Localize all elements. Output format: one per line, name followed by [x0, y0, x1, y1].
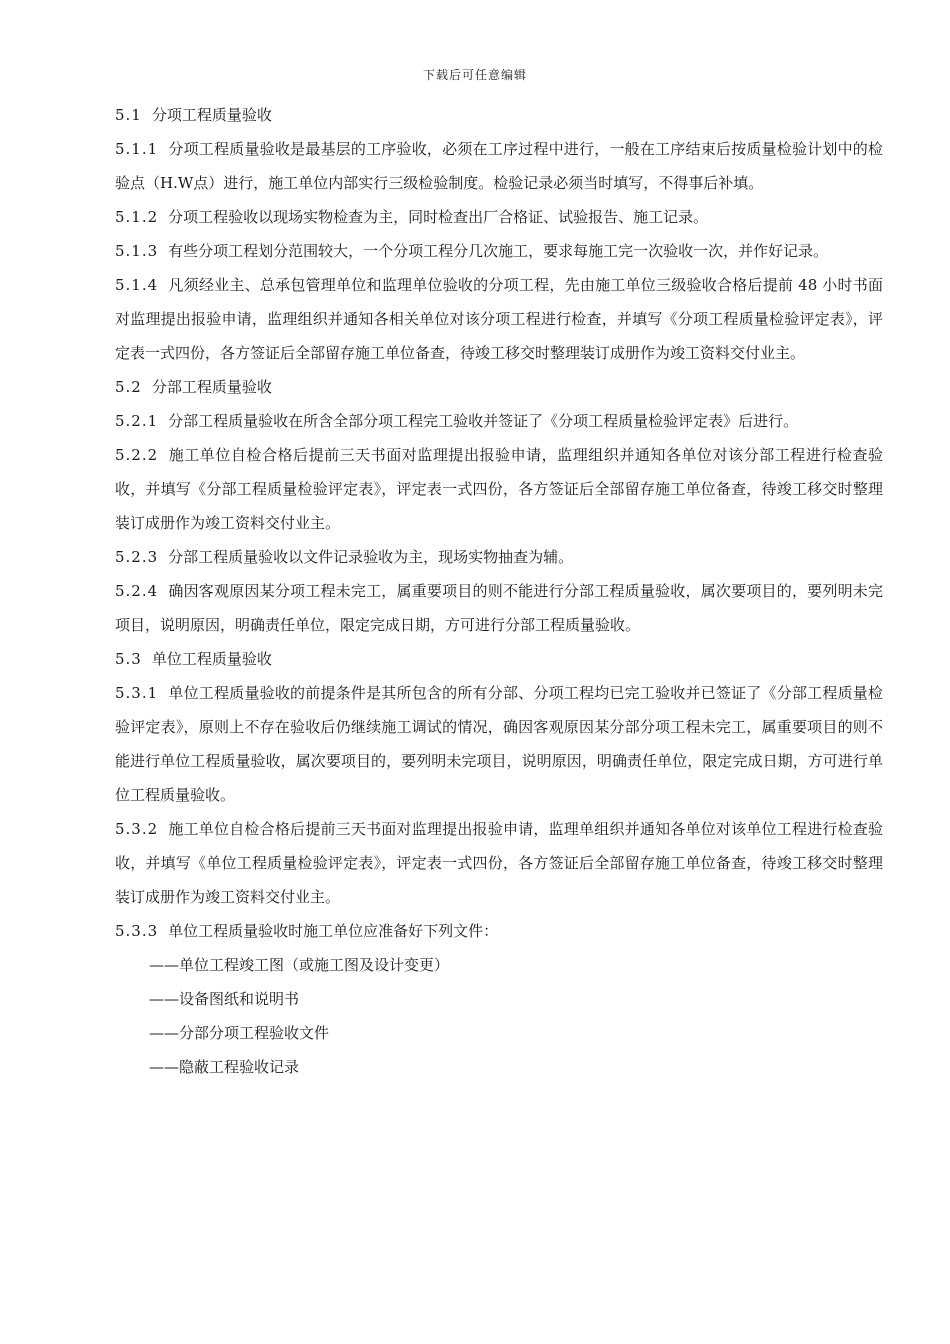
- clause-number: 5.2.2: [115, 446, 159, 464]
- clause-number: 5.1.2: [115, 208, 159, 226]
- header-note: 下载后可任意编辑: [422, 68, 527, 82]
- clause-text: 确因客观原因某分项工程未完工，属重要项目的则不能进行分部工程质量验收，属次要项目的，要列明未完项目，说明原因，明确责任单位，限定完成日期，方可进行分部工程质量验收。: [115, 582, 883, 634]
- clause-paragraph: [115, 404, 883, 438]
- clause-text: 有些分项工程划分范围较大，一个分项工程分几次施工，要求每施工完一次验收一次，并作好记录。: [168, 242, 829, 260]
- clause-number: 5.2.3: [115, 548, 159, 566]
- clause-paragraph: [115, 268, 883, 370]
- section-heading: [115, 370, 883, 404]
- section-number: 5.1: [115, 106, 142, 124]
- section-heading: [115, 642, 883, 676]
- clause-paragraph: [115, 438, 883, 540]
- section-text: 单位工程质量验收: [151, 650, 272, 668]
- clause-text: 分项工程质量验收是最基层的工序验收，必须在工序过程中进行，一般在工序结束后按质量检验计划中的检验点（H.W点）进行，施工单位内部实行三级检验制度。检验记录必须当时填写，不得事后补填。: [115, 140, 883, 192]
- clause-paragraph: [115, 676, 883, 812]
- clause-number: 5.1.4: [115, 276, 159, 294]
- clause-number: 5.3.2: [115, 820, 159, 838]
- clause-number: 5.2.4: [115, 582, 159, 600]
- clause-text: 单位工程质量验收的前提条件是其所包含的所有分部、分项工程均已完工验收并已签证了《分部工程质量检验评定表》，原则上不存在验收后仍继续施工调试的情况，确因客观原因某分部分项工程未完工，属重要项目的则不能进行单位工程质量验收，属次要项目的，要列明未完项目，说明原因，明确责任单位，限定完成日期，方可进行单位工程质量验收。: [115, 684, 883, 804]
- clause-paragraph: [115, 540, 883, 574]
- clause-paragraph: [115, 812, 883, 914]
- list-item: ——隐蔽工程验收记录: [149, 1058, 300, 1076]
- clause-text: 分项工程验收以现场实物检查为主，同时检查出厂合格证、试验报告、施工记录。: [168, 208, 709, 226]
- section-heading: [115, 98, 883, 132]
- clause-number: 5.3.1: [115, 684, 159, 702]
- clause-number: 5.3.3: [115, 922, 159, 940]
- section-number: 5.3: [115, 650, 142, 668]
- clause-text: 施工单位自检合格后提前三天书面对监理提出报验申请，监理组织并通知各单位对该分部工程进行检查验收，并填写《分部工程质量检验评定表》，评定表一式四份，各方签证后全部留存施工单位备查，待竣工移交时整理装订成册作为竣工资料交付业主。: [115, 446, 883, 532]
- clause-text: 施工单位自检合格后提前三天书面对监理提出报验申请，监理单组织并通知各单位对该单位工程进行检查验收，并填写《单位工程质量检验评定表》，评定表一式四份，各方签证后全部留存施工单位备查，待竣工移交时整理装订成册作为竣工资料交付业主。: [115, 820, 883, 906]
- clause-number: 5.1.3: [115, 242, 159, 260]
- list-item: ——分部分项工程验收文件: [149, 1024, 330, 1042]
- clause-paragraph: [115, 574, 883, 642]
- clause-text: 分部工程质量验收以文件记录验收为主，现场实物抽查为辅。: [168, 548, 574, 566]
- section-number: 5.2: [115, 378, 142, 396]
- section-text: 分部工程质量验收: [151, 378, 272, 396]
- document-body: [115, 98, 883, 1084]
- clause-number: 5.2.1: [115, 412, 159, 430]
- clause-text: 分部工程质量验收在所含全部分项工程完工验收并签证了《分项工程质量检验评定表》后进行。: [168, 412, 799, 430]
- section-text: 分项工程质量验收: [151, 106, 272, 124]
- clause-paragraph: [115, 234, 883, 268]
- clause-text: 凡须经业主、总承包管理单位和监理单位验收的分项工程，先由施工单位三级验收合格后提前 48 小时书面对监理提出报验申请，监理组织并通知各相关单位对该分项工程进行检查，并填写《分项工程质量检验评定表》，评定表一式四份，各方签证后全部留存施工单位备查，待竣工移交时整理装订成册作为竣工资料交付业主。: [115, 276, 883, 362]
- clause-number: 5.1.1: [115, 140, 159, 158]
- list-item: ——单位工程竣工图（或施工图及设计变更）: [149, 956, 450, 974]
- clause-paragraph: [115, 914, 883, 948]
- clause-text: 单位工程质量验收时施工单位应准备好下列文件：: [168, 922, 499, 940]
- list-item: ——设备图纸和说明书: [149, 990, 300, 1008]
- clause-paragraph: [115, 132, 883, 200]
- clause-paragraph: [115, 200, 883, 234]
